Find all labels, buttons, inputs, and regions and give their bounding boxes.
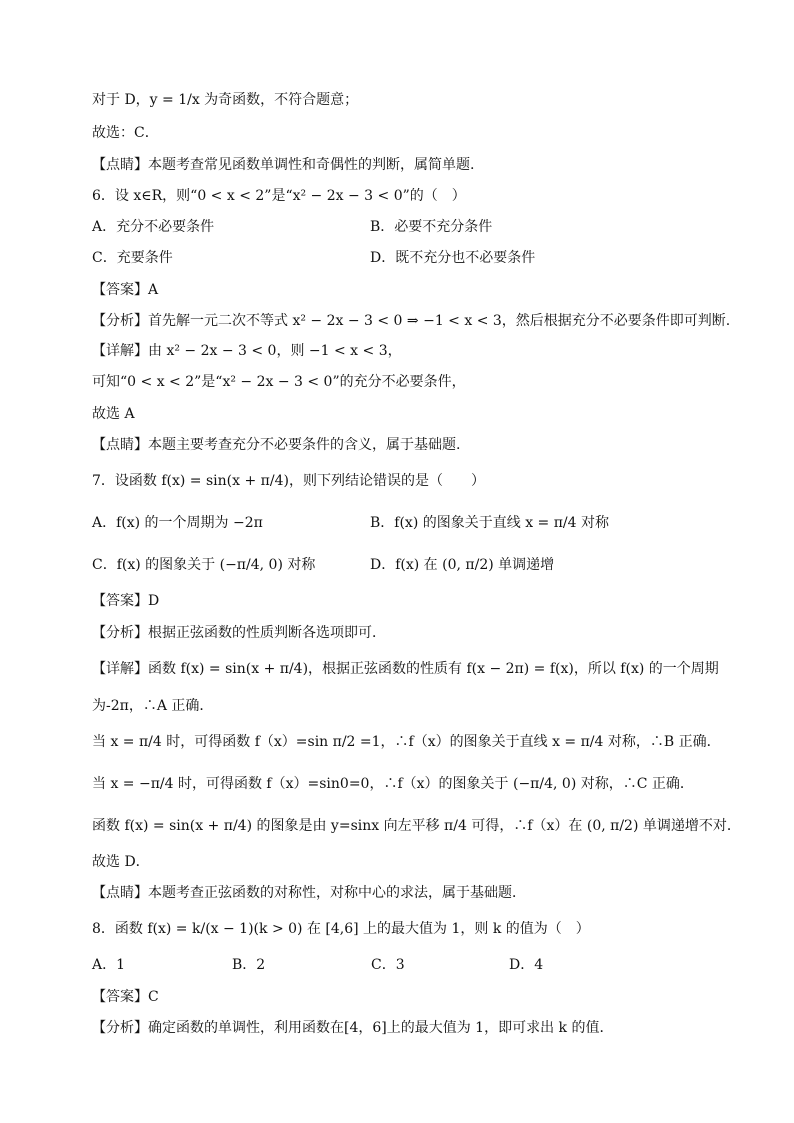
question-6-stem: 6．设 x∈R，则“0 < x < 2”是“x² − 2x − 3 < 0”的（ ）: [92, 188, 466, 204]
q7-detail-2: 为-2π，∴A 正确．: [92, 698, 214, 714]
text-line-d-option-analysis: 对于 D，y = 1/x 为奇函数，不符合题意；: [92, 92, 359, 108]
q7-analysis: 【分析】根据正弦函数的性质判断各选项即可．: [92, 625, 386, 641]
q8-analysis: 【分析】确定函数的单调性，利用函数在[4，6]上的最大值为 1，即可求出 k 的值．: [92, 1020, 614, 1036]
text-line-choice-c: 故选：C．: [92, 125, 159, 141]
question-8-stem: 8．函数 f(x) = k/(x − 1)(k > 0) 在 [4,6] 上的最大值为 1，则 k 的值为（ ）: [92, 921, 590, 937]
q6-option-a: A．充分不必要条件: [92, 219, 215, 235]
q6-choice: 故选 A: [92, 406, 135, 422]
question-6-options-row-2: [92, 246, 704, 270]
q8-option-d: D．4: [509, 957, 544, 973]
q6-option-c: C．充要条件: [92, 250, 173, 266]
q7-detail-5: 函数 f(x) = sin(x + π/4) 的图象是由 y=sinx 向左平移 π/4 可得，∴f（x）在 (0, π/2) 单调递增不对．: [92, 818, 741, 834]
q7-answer: 【答案】D: [92, 593, 160, 609]
q6-option-d: D．既不充分也不必要条件: [370, 250, 536, 266]
q6-detail-2: 可知“0 < x < 2”是“x² − 2x − 3 < 0”的充分不必要条件，: [92, 374, 466, 390]
q8-option-a: A．1: [92, 957, 126, 973]
q8-option-c: C．3: [371, 957, 405, 973]
q7-option-c: C．f(x) 的图象关于 (−π/4, 0) 对称: [92, 557, 316, 573]
q6-option-b: B．必要不充分条件: [370, 219, 493, 235]
q7-option-d: D．f(x) 在 (0, π/2) 单调递增: [370, 557, 555, 573]
q7-detail-4: 当 x = −π/4 时，可得函数 f（x）=sin0=0，∴f（x）的图象关于 (−π/4, 0) 对称，∴C 正确．: [92, 776, 694, 792]
q7-option-a: A．f(x) 的一个周期为 −2π: [92, 515, 263, 531]
q7-choice: 故选 D．: [92, 854, 150, 870]
q7-option-b: B．f(x) 的图象关于直线 x = π/4 对称: [370, 515, 609, 531]
text-line-comment-5: 【点睛】本题考查常见函数单调性和奇偶性的判断，属简单题.: [92, 157, 475, 173]
question-7-stem: 7．设函数 f(x) = sin(x + π/4)，则下列结论错误的是（ ）: [92, 473, 485, 489]
question-6-options-row-1: [92, 215, 704, 239]
q7-detail-1: 【详解】函数 f(x) = sin(x + π/4)，根据正弦函数的性质有 f(x − 2π) = f(x)，所以 f(x) 的一个周期: [92, 661, 719, 677]
q7-detail-3: 当 x = π/4 时，可得函数 f（x）=sin π/2 =1，∴f（x）的图象关于直线 x = π/4 对称，∴B 正确．: [92, 734, 721, 750]
question-7-options-row-1: [92, 505, 704, 541]
question-7-options-row-2: [92, 547, 704, 583]
q6-answer: 【答案】A: [92, 282, 159, 298]
q8-option-b: B．2: [232, 957, 266, 973]
q6-analysis: 【分析】首先解一元二次不等式 x² − 2x − 3 < 0 ⇒ −1 < x < 3，然后根据充分不必要条件即可判断.: [92, 313, 731, 329]
q6-comment: 【点睛】本题主要考查充分不必要条件的含义，属于基础题.: [92, 437, 461, 453]
question-8-options-row: [92, 953, 704, 977]
q7-comment: 【点睛】本题考查正弦函数的对称性，对称中心的求法，属于基础题．: [92, 885, 526, 901]
q8-answer: 【答案】C: [92, 989, 159, 1005]
q6-detail: 【详解】由 x² − 2x − 3 < 0，则 −1 < x < 3，: [92, 343, 402, 359]
